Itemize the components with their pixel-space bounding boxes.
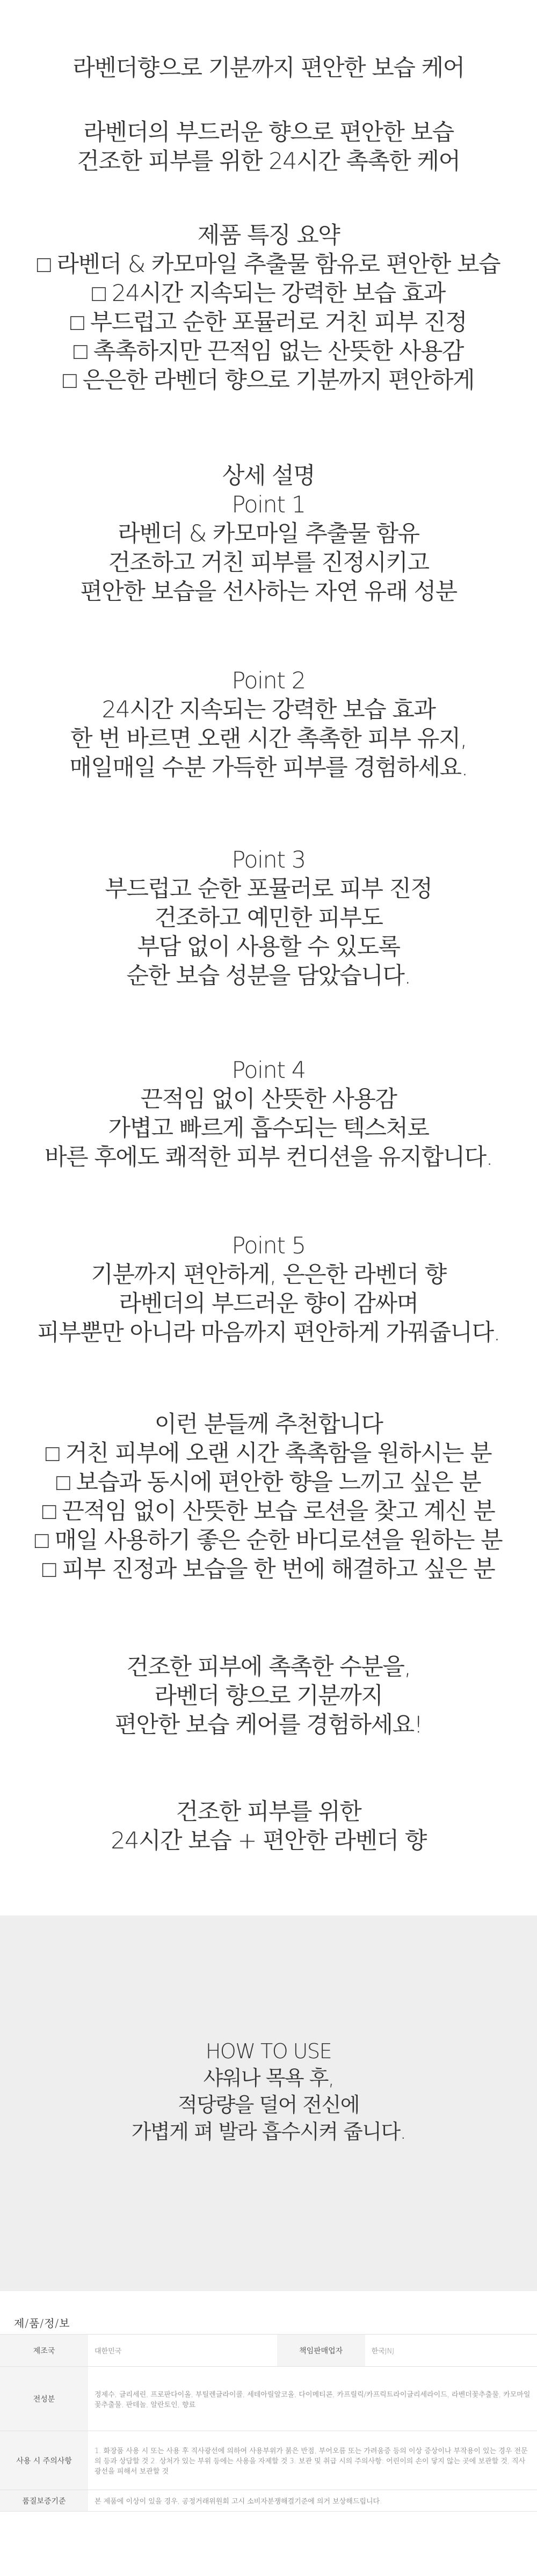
closing-block (0, 1653, 537, 1740)
point-label: Point 3 (231, 847, 306, 874)
intro-line: 라벤더의 부드러운 향으로 편안한 보습 (83, 119, 454, 146)
info-value: 본 제품에 이상이 있을 경우, 공정거래위원회 고시 소비자분쟁해결기준에 의거 보상해드립니다. (88, 2490, 537, 2512)
point-line: 매일매일 수분 가득한 피부를 경험하세요. (69, 754, 468, 781)
info-label: 책임판매업자 (277, 2335, 365, 2367)
info-value: 대한민국 (88, 2335, 277, 2367)
recommend-item: □ 끈적임 없이 산뜻한 보습 로션을 찾고 계신 분 (42, 1498, 495, 1525)
closing-line: 건조한 피부에 촉촉한 수분을, (126, 1654, 411, 1680)
info-value: 한국JNJ (365, 2335, 537, 2367)
headline: 라벤더향으로 기분까지 편안한 보습 케어 (72, 55, 465, 82)
recommend-item: □ 매일 사용하기 좋은 순한 바디로션을 원하는 분 (34, 1527, 503, 1554)
closing-line: 편안한 보습 케어를 경험하세요! (114, 1712, 423, 1738)
point-line: 편안한 보습을 선사하는 자연 유래 성분 (80, 578, 457, 605)
feature-item: □ 촉촉하지만 끈적임 없는 산뜻한 사용감 (74, 338, 463, 365)
info-row (0, 2367, 537, 2431)
info-label: 전성분 (0, 2367, 88, 2431)
point-2-block (0, 666, 537, 782)
features-block (0, 221, 537, 395)
details-block (0, 461, 537, 606)
point-line: 라벤더의 부드러운 향이 감싸며 (119, 1290, 418, 1317)
info-row (0, 2335, 537, 2367)
intro-line: 건조한 피부를 위한 24시간 촉촉한 케어 (77, 148, 460, 175)
point-label: Point 1 (231, 491, 306, 518)
feature-item: □ 은은한 라벤더 향으로 기분까지 편안하게 (63, 367, 474, 394)
howto-title: HOW TO USE (205, 2039, 332, 2063)
recommend-item: □ 거친 피부에 오랜 시간 촉촉함을 원하시는 분 (45, 1440, 492, 1467)
point-line: 바른 후에도 쾌적한 피부 컨디션을 유지합니다. (45, 1144, 492, 1171)
point-line: 순한 보습 성분을 담았습니다. (126, 963, 411, 989)
point-line: 건조하고 거친 피부를 진정시키고 (108, 549, 429, 576)
point-line: 24시간 지속되는 강력한 보습 효과 (101, 696, 436, 723)
intro-block (0, 118, 537, 176)
tagline-line: 건조한 피부를 위한 (176, 1799, 361, 1825)
info-label: 제조국 (0, 2335, 88, 2367)
howto-line: 적당량을 덜어 전신에 (177, 2093, 360, 2117)
tagline-block (0, 1797, 537, 1855)
point-line: 라벤더 & 카모마일 추출물 함유 (118, 520, 419, 547)
point-line: 가볍고 빠르게 흡수되는 텍스처로 (108, 1115, 429, 1142)
feature-item: □ 부드럽고 순한 포뮬러로 거친 피부 진정 (70, 309, 467, 336)
point-line: 끈적임 없이 산뜻한 사용감 (140, 1086, 397, 1113)
headline-block (0, 54, 537, 83)
recommend-item: □ 보습과 동시에 편안한 향을 느끼고 싶은 분 (56, 1469, 481, 1496)
closing-line: 라벤더 향으로 기분까지 (154, 1683, 383, 1709)
info-value: 정제수, 글리세린, 프로판다이올, 부틸렌글라이콜, 세테아릴알코올, 다이메티콘, 카프릴릭/카프릭트라이글리세라이드, 라벤더꽃추출물, 카모마일꽃추출물, 판테놀, 알란토인, 향료 (88, 2367, 537, 2431)
details-title: 상세 설명 (222, 463, 315, 489)
point-label: Point 4 (231, 1057, 306, 1084)
point-5-block (0, 1231, 537, 1347)
point-line: 부드럽고 순한 포뮬러로 피부 진정 (105, 876, 432, 902)
info-value: 1. 화장품 사용 시 또는 사용 후 직사광선에 의하여 사용부위가 붉은 반점, 부어오름 또는 가려움증 등의 이상 증상이나 부작용이 있는 경우 전문의 등과 상담할 것 2. 상처가 있는 부위 등에는 사용을 자제할 것 3. 보관 및 취급 시의 주의사항: 어린이의 손이 닿지 않는 곳에 보관할 것, 직사광선을 피해서 보관할 것 (88, 2431, 537, 2490)
info-row (0, 2490, 537, 2512)
point-line: 피부뿐만 아니라 마음까지 편안하게 가꿔줍니다. (37, 1319, 500, 1346)
recommend-block (0, 1410, 537, 1584)
point-line: 한 번 바르면 오랜 시간 촉촉한 피부 유지, (70, 725, 467, 752)
info-label: 사용 시 주의사항 (0, 2431, 88, 2490)
point-line: 건조하고 예민한 피부도 (154, 905, 383, 931)
info-row (0, 2431, 537, 2490)
howto-line: 가볍게 펴 발라 흡수시켜 줍니다. (131, 2120, 406, 2144)
point-4-block (0, 1056, 537, 1172)
feature-item: □ 라벤더 & 카모마일 추출물 함유로 편안한 보습 (37, 251, 500, 278)
recommend-item: □ 피부 진정과 보습을 한 번에 해결하고 싶은 분 (42, 1556, 495, 1583)
recommend-title: 이런 분들께 추천합니다 (154, 1411, 383, 1438)
product-info-title: 제/품/정/보 (14, 2317, 70, 2330)
info-label: 품질보증기준 (0, 2490, 88, 2512)
point-3-block (0, 846, 537, 990)
product-info-table (0, 2334, 537, 2512)
howto-block (0, 2038, 537, 2145)
howto-line: 샤워나 목욕 후, (203, 2066, 334, 2090)
point-label: Point 2 (231, 667, 306, 694)
point-line: 기분까지 편안하게, 은은한 라벤더 향 (91, 1261, 446, 1288)
point-label: Point 5 (231, 1232, 306, 1259)
features-title: 제품 특징 요약 (197, 222, 340, 249)
tagline-line: 24시간 보습 + 편안한 라벤더 향 (111, 1828, 426, 1854)
feature-item: □ 24시간 지속되는 강력한 보습 효과 (92, 280, 445, 307)
point-line: 부담 없이 사용할 수 있도록 (137, 934, 400, 960)
